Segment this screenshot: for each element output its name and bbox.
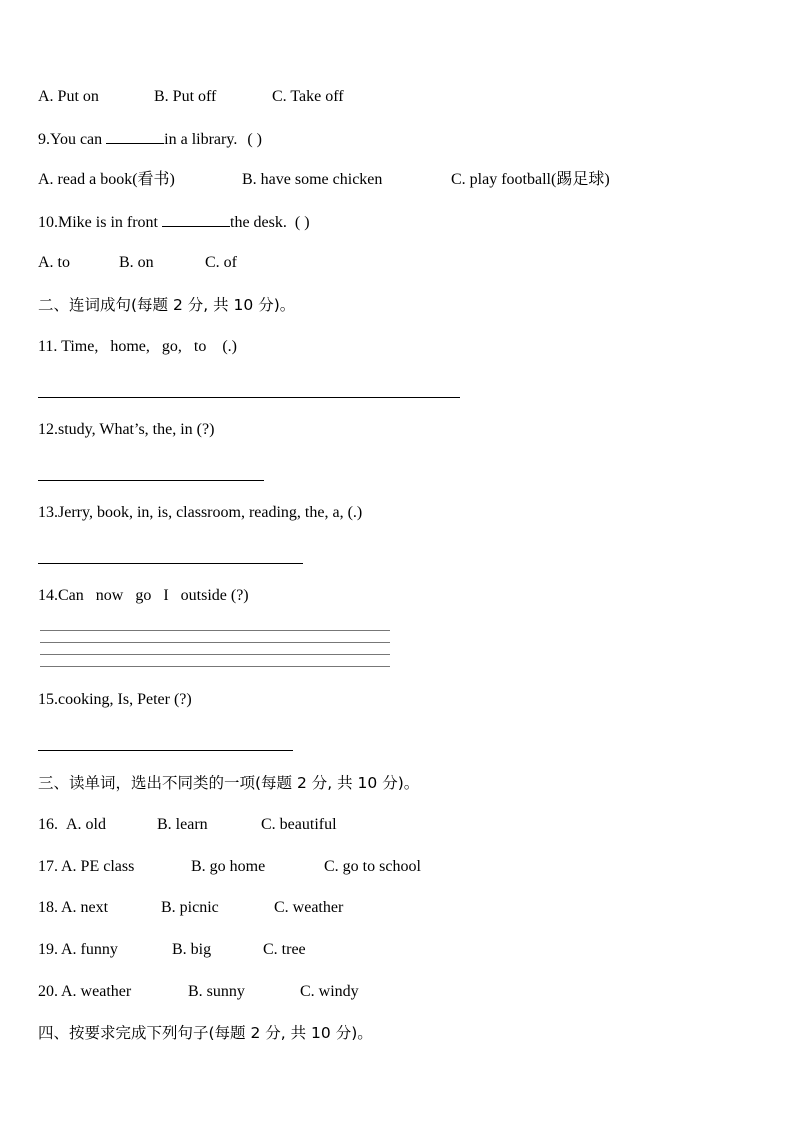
question-number: 9. <box>38 131 50 148</box>
answer-line-11[interactable] <box>38 397 460 398</box>
question-number: 20. <box>38 983 58 1000</box>
q19-option-c[interactable]: C. tree <box>263 941 306 958</box>
q16-option-c[interactable]: C. beautiful <box>261 816 337 833</box>
question-10 <box>38 212 310 233</box>
q10-option-a[interactable]: A. to <box>38 254 70 271</box>
question-number: 18. <box>38 899 58 916</box>
question-words: . Time, home, go, to (.) <box>53 338 237 355</box>
q8-option-b[interactable]: B. Put off <box>154 88 217 105</box>
q8-option-a[interactable]: A. Put on <box>38 88 99 105</box>
answer-paren[interactable]: ( ) <box>247 131 262 148</box>
question-text-pre: Mike is in front <box>58 214 158 231</box>
question-text-post: the desk. <box>230 214 287 231</box>
q18-option-c[interactable]: C. weather <box>274 899 344 916</box>
question-number: 16. <box>38 816 58 833</box>
q10-option-b[interactable]: B. on <box>119 254 154 271</box>
question-words: cooking, Is, Peter (?) <box>58 691 192 708</box>
q8-option-c[interactable]: C. Take off <box>272 88 344 105</box>
q9-option-b[interactable]: B. have some chicken <box>242 171 383 188</box>
question-number: 11 <box>38 338 54 355</box>
q20-option-a[interactable]: A. weather <box>61 983 132 1000</box>
question-number: 12. <box>38 421 58 438</box>
q17-option-c[interactable]: C. go to school <box>324 858 421 875</box>
answer-blank[interactable] <box>162 212 230 227</box>
question-15 <box>38 690 192 710</box>
q17-option-a[interactable]: A. PE class <box>61 858 135 875</box>
section-4-title: 四、按要求完成下列句子(每题 2 分, 共 10 分)。 <box>38 1024 373 1042</box>
section-3-title: 三、读单词，选出不同类的一项(每题 2 分, 共 10 分)。 <box>38 774 420 792</box>
q16-option-a[interactable]: A. old <box>66 816 106 833</box>
answer-line-12[interactable] <box>38 480 264 481</box>
writing-line <box>40 666 390 667</box>
writing-line <box>40 630 390 631</box>
question-14 <box>38 586 249 606</box>
q10-option-c[interactable]: C. of <box>205 254 237 271</box>
question-number: 19. <box>38 941 58 958</box>
question-words: Can now go I outside (?) <box>58 587 249 604</box>
writing-line <box>40 654 390 655</box>
question-9 <box>38 129 262 150</box>
q19-option-a[interactable]: A. funny <box>61 941 118 958</box>
question-words: Jerry, book, in, is, classroom, reading, the, a, (.) <box>58 504 363 521</box>
question-13 <box>38 503 362 523</box>
question-number: 13. <box>38 504 58 521</box>
question-number: 10. <box>38 214 58 231</box>
q20-option-b[interactable]: B. sunny <box>188 983 245 1000</box>
question-12 <box>38 420 214 440</box>
answer-line-13[interactable] <box>38 563 303 564</box>
writing-line <box>40 642 390 643</box>
q19-option-b[interactable]: B. big <box>172 941 212 958</box>
question-number: 14. <box>38 587 58 604</box>
q16-option-b[interactable]: B. learn <box>157 816 208 833</box>
answer-line-15[interactable] <box>38 750 293 751</box>
q9-option-c[interactable]: C. play football(踢足球) <box>451 171 610 188</box>
q9-option-a[interactable]: A. read a book(看书) <box>38 171 175 188</box>
question-text-post: in a library. <box>164 131 238 148</box>
q17-option-b[interactable]: B. go home <box>191 858 266 875</box>
answer-blank[interactable] <box>106 129 164 144</box>
question-number: 15. <box>38 691 58 708</box>
section-2-title: 二、连词成句(每题 2 分, 共 10 分)。 <box>38 296 296 314</box>
question-11 <box>38 337 237 357</box>
question-number: 17. <box>38 858 58 875</box>
question-words: study, What’s, the, in (?) <box>58 421 215 438</box>
question-text-pre: You can <box>50 131 103 148</box>
q20-option-c[interactable]: C. windy <box>300 983 359 1000</box>
answer-paren[interactable]: ( ) <box>294 214 310 231</box>
q18-option-b[interactable]: B. picnic <box>161 899 219 916</box>
q18-option-a[interactable]: A. next <box>61 899 109 916</box>
